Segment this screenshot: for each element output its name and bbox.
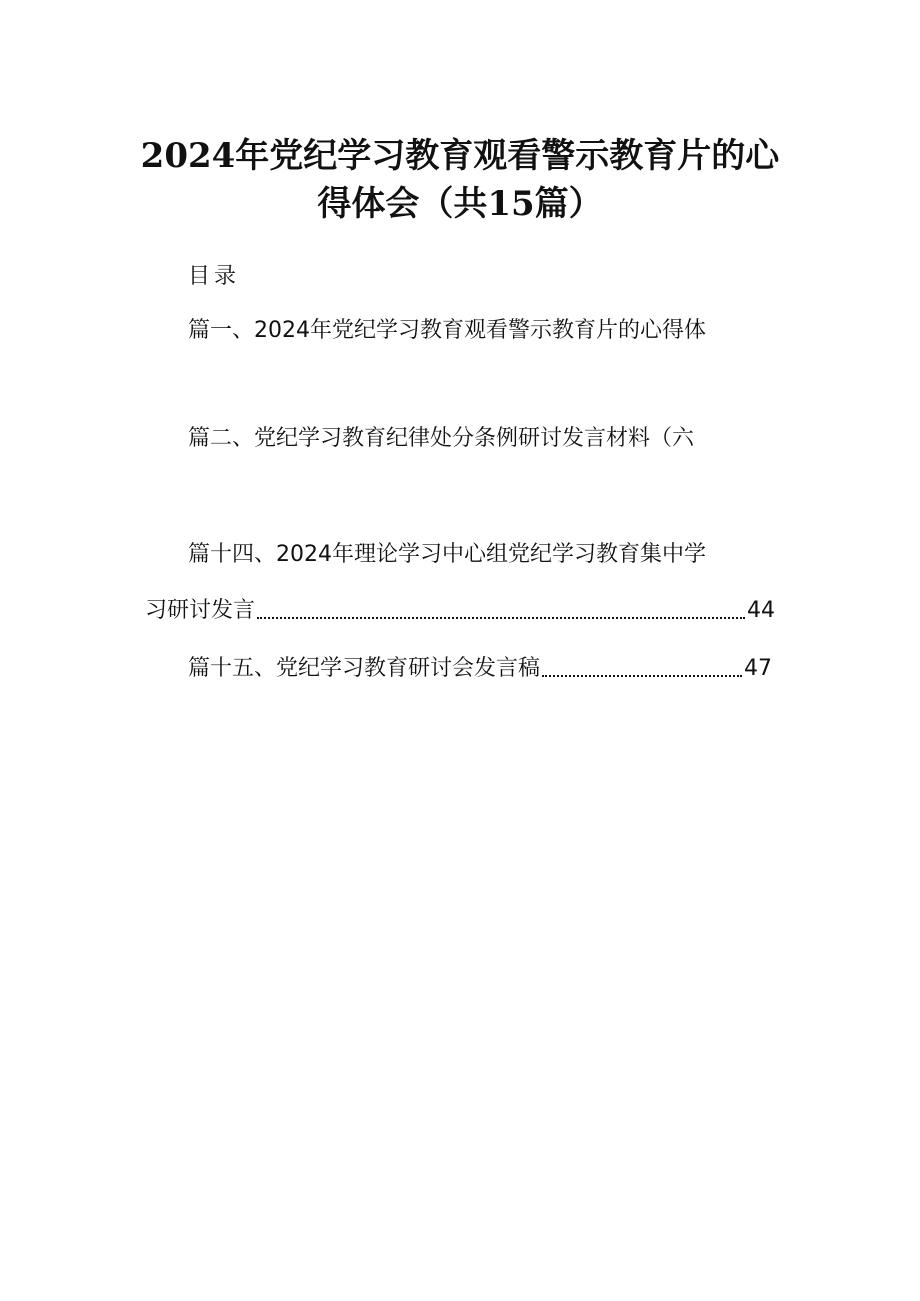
toc-entry-text: 习研讨发言 <box>145 598 256 623</box>
toc-entry-15[interactable] <box>188 654 772 684</box>
toc-heading: 目录 <box>188 264 241 289</box>
toc-page-number: 44 <box>747 598 775 623</box>
toc-entry-2[interactable]: 篇二、党纪学习教育纪律处分条例研讨发言材料（六 <box>188 426 695 451</box>
toc-entry-1[interactable]: 篇一、2024年党纪学习教育观看警示教育片的心得体 <box>188 318 706 343</box>
document-title-line-2: 得体会（共15篇） <box>317 184 603 224</box>
toc-dot-leader <box>257 617 745 619</box>
toc-page-number: 47 <box>744 656 772 681</box>
document-title-line-1: 2024年党纪学习教育观看警示教育片的心 <box>140 136 780 176</box>
toc-dot-leader <box>542 675 742 677</box>
toc-entry-14-line-2[interactable] <box>145 596 775 626</box>
toc-entry-text: 篇十五、党纪学习教育研讨会发言稿 <box>188 656 541 681</box>
toc-entry-14-line-1[interactable]: 篇十四、2024年理论学习中心组党纪学习教育集中学 <box>188 542 706 567</box>
